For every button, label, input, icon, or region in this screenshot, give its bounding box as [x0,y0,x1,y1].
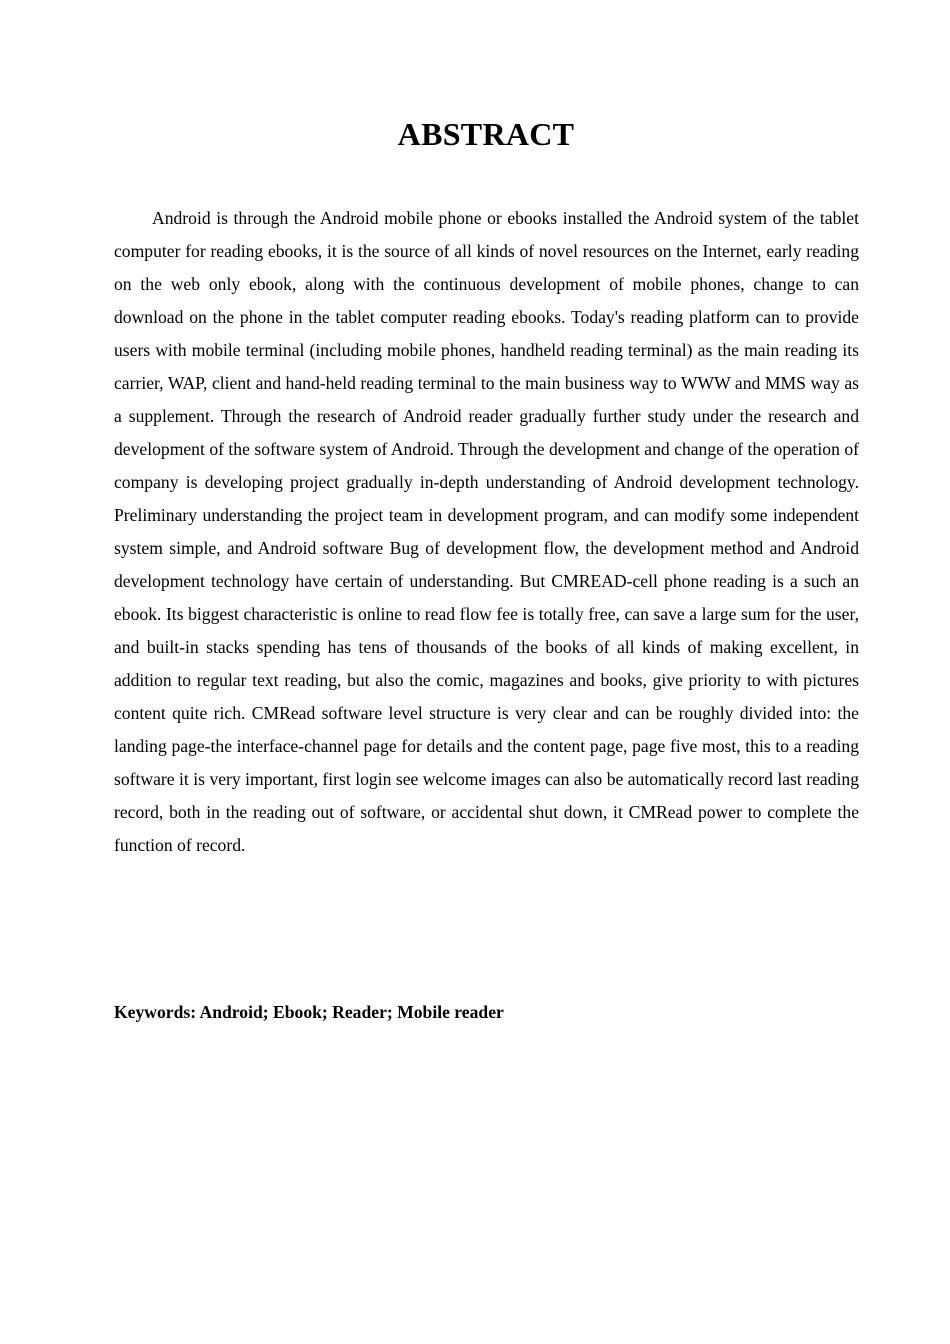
page-title: ABSTRACT [397,116,575,152]
keywords-line: Keywords: Android; Ebook; Reader; Mobile reader [114,1002,504,1022]
abstract-paragraph: Android is through the Android mobile phone or ebooks installed the Android system of the tablet computer for reading ebooks, it is the source of all kinds of novel resources on the Internet, early reading on the web only ebook, along with the continuous development of mobile phones, change to can download on the phone in the tablet computer reading ebooks. Today's reading platform can to provide users with mobile terminal (including mobile phones, handheld reading terminal) as the main reading its carrier, WAP, client and hand-held reading terminal to the main business way to WWW and MMS way as a supplement. Through the research of Android reader gradually further study under the research and development of the software system of Android. Through the development and change of the operation of company is developing project gradually in-depth understanding of Android development technology. Preliminary understanding the project team in development program, and can modify some independent system simple, and Android software Bug of development flow, the development method and Android development technology have certain of understanding. But CMREAD-cell phone reading is a such an ebook. Its biggest characteristic is online to read flow fee is totally free, can save a large sum for the user, and built-in stacks spending has tens of thousands of the books of all kinds of making excellent, in addition to regular text reading, but also the comic, magazines and books, give priority to with pictures content quite rich. CMRead software level structure is very clear and can be roughly divided into: the landing page-the interface-channel page for details and the content page, page five most, this to a reading software it is very important, first login see welcome images can also be automatically record last reading record, both in the reading out of software, or accidental shut down, it CMRead power to complete the function of record. [114,208,859,855]
